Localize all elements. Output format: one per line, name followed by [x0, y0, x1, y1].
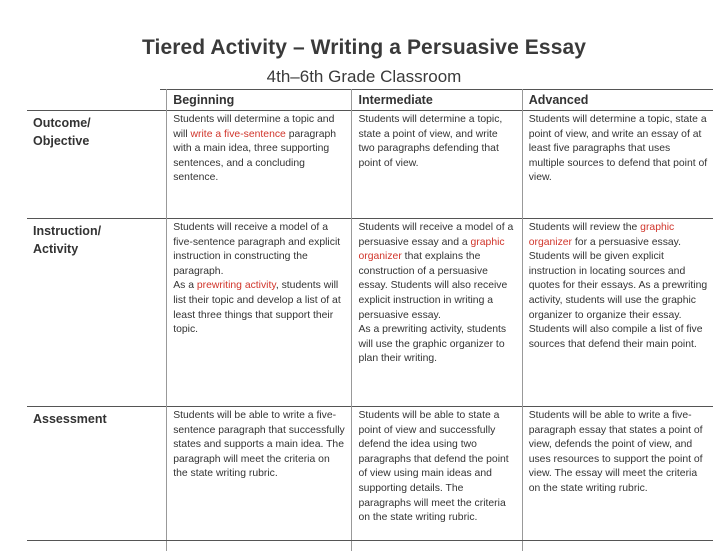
column-header-intermediate: Intermediate	[352, 89, 522, 111]
cell-text: that explains the construction of a persuasive essay. Students will also receive explicit instruction in writing a persuasive essay.	[358, 251, 507, 320]
table-row	[27, 407, 713, 551]
page-title: Tiered Activity – Writing a Persuasive Essay	[0, 36, 728, 60]
cell-instruction-beginning	[167, 219, 352, 407]
row-label-line: Assessment	[33, 410, 161, 428]
table-row	[27, 111, 713, 219]
row-label-line: Instruction/	[33, 222, 161, 240]
table-row	[27, 219, 713, 407]
cell-text	[173, 279, 346, 337]
cell-text: , students will list their topic and develop a list of at least three things that support their topic.	[173, 280, 341, 335]
cell-text: Students will receive a model of a five-sentence paragraph and explicit instruction in constructing the paragraph.	[173, 221, 346, 279]
row-label-line: Activity	[33, 240, 161, 258]
table-bottom-border	[27, 540, 713, 541]
cell-assessment-intermediate: Students will be able to state a point of view and successfully defend the idea using two paragraphs that defend the point of view using main ideas and supporting details. The paragraphs will meet the criteria on the state writing rubric.	[352, 407, 522, 551]
row-label-line: Objective	[33, 132, 161, 150]
page-subtitle: 4th–6th Grade Classroom	[100, 67, 628, 87]
row-label-line: Outcome/	[33, 114, 161, 132]
cell-text: As a prewriting activity, students will use the graphic organizer to plan their writing.	[358, 323, 516, 367]
cell-text: for a persuasive essay. Students will be given explicit instruction in locating sources and quotes for their essays. As a prewriting activity, students will use the graphic organizer to organize their essay. Students will also compile a list of five sources that defend their main point.	[529, 237, 707, 350]
column-header-advanced: Advanced	[522, 89, 713, 111]
link-graphic-organizer[interactable]: graphic organizer	[358, 237, 504, 263]
column-header-row	[27, 89, 713, 111]
column-header-beginning: Beginning	[167, 89, 352, 111]
cell-outcome-intermediate: Students will determine a topic, state a point of view, and write two paragraphs defending that point of view.	[352, 111, 522, 219]
cell-assessment-beginning: Students will be able to write a five-sentence paragraph that successfully states and supports a main idea. The paragraph will meet the criteria on the state writing rubric.	[167, 407, 352, 551]
cell-text	[358, 221, 516, 323]
link-write-five-sentence[interactable]: write a five-sentence	[191, 129, 286, 140]
cell-outcome-advanced: Students will determine a topic, state a point of view, and write an essay of at least five paragraphs that uses multiple sources to defend that point of view.	[522, 111, 713, 219]
row-label-instruction	[27, 219, 167, 407]
cell-assessment-advanced: Students will be able to write a five-paragraph essay that states a point of view, defends the point of view, and uses resources to support the point of view. The essay will meet the criteria on the state writing rubric.	[522, 407, 713, 551]
cell-instruction-advanced	[522, 219, 713, 407]
link-graphic-organizer[interactable]: graphic organizer	[529, 222, 675, 248]
row-label-outcome	[27, 111, 167, 219]
cell-text: Students will review the	[529, 222, 640, 233]
cell-text: Students will determine a topic and will	[173, 114, 334, 140]
cell-instruction-intermediate	[352, 219, 522, 407]
cell-outcome-beginning	[167, 111, 352, 219]
cell-text: paragraph with a main idea, three supporting sentences, and a concluding sentence.	[173, 129, 336, 184]
link-prewriting-activity[interactable]: prewriting activity	[197, 280, 276, 291]
corner-cell	[27, 89, 167, 111]
tiered-activity-table	[27, 89, 713, 551]
cell-text: As a	[173, 280, 197, 291]
cell-text: Students will receive a model of a persuasive essay and a	[358, 222, 513, 248]
row-label-assessment	[27, 407, 167, 551]
